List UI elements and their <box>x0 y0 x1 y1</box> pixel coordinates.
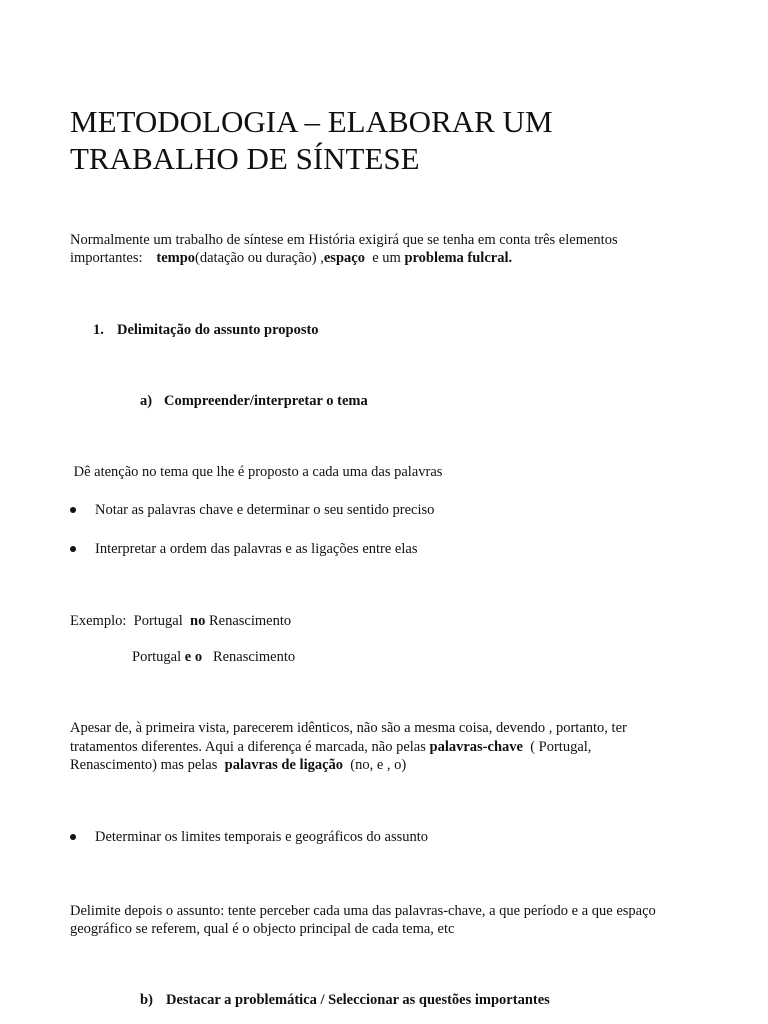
example-keyword-eo: e o <box>184 649 203 665</box>
delimit-text-2: geográfico se referem, qual é o objecto principal de cada tema, etc <box>70 921 455 937</box>
section-a-label: Compreender/interpretar o tema <box>164 393 368 409</box>
bullet-icon <box>70 834 76 840</box>
title-line-2: TRABALHO DE SÍNTESE <box>70 141 420 176</box>
page-title <box>70 103 710 177</box>
explanation-text-1: Apesar de, à primeira vista, parecerem idênticos, não são a mesma coisa, devendo , portanto, ter <box>70 720 627 736</box>
explanation-keyword-palavras-de-ligacao: palavras de ligação <box>224 757 344 773</box>
explanation-text-2c: ( Portugal, <box>522 739 592 755</box>
title-line-1: METODOLOGIA – ELABORAR UM <box>70 104 553 139</box>
delimit-line-1 <box>70 902 656 920</box>
bullet-icon <box>70 546 76 552</box>
intro-text-2a: importantes: <box>70 250 154 266</box>
bullet-icon <box>70 507 76 513</box>
explanation-text-3a: Renascimento) mas pelas <box>70 757 225 773</box>
intro-text-1: Normalmente um trabalho de síntese em História exigirá que se tenha em conta três elementos <box>70 232 618 248</box>
explanation-line-3 <box>70 756 406 774</box>
section-a-heading <box>140 392 368 410</box>
list-item <box>70 540 417 558</box>
explanation-line-2 <box>70 738 591 756</box>
example-keyword-no: no <box>190 613 206 629</box>
example-text-2a: Portugal <box>132 649 185 665</box>
list-item-text: Notar as palavras chave e determinar o seu sentido preciso <box>95 502 435 518</box>
section-a-letter: a) <box>140 393 153 409</box>
section-1-number: 1. <box>93 322 104 338</box>
example-line-2 <box>132 648 295 666</box>
list-item <box>70 501 434 519</box>
section-b-heading <box>140 991 550 1009</box>
intro-line-2 <box>70 249 512 267</box>
example-text-1a: Exemplo: Portugal <box>70 613 191 629</box>
intro-keyword-espaco: espaço <box>323 250 365 266</box>
section-1-heading <box>93 321 319 339</box>
intro-line-1 <box>70 231 618 249</box>
intro-keyword-problema: problema fulcral. <box>404 250 513 266</box>
example-text-1c: Renascimento <box>205 613 292 629</box>
section-1-label: Delimitação do assunto proposto <box>117 322 319 338</box>
intro-text-2b: (datação ou duração) , <box>195 250 324 266</box>
intro-text-2c: e um <box>364 250 405 266</box>
explanation-line-1 <box>70 719 627 737</box>
explanation-text-2a: tratamentos diferentes. Aqui a diferença é marcada, não pelas <box>70 739 430 755</box>
explanation-keyword-palavras-chave: palavras-chave <box>429 739 523 755</box>
list-item-text: Interpretar a ordem das palavras e as ligações entre elas <box>95 541 418 557</box>
delimit-text-1: Delimite depois o assunto: tente perceber cada uma das palavras-chave, a que período e a que espaço <box>70 903 656 919</box>
explanation-text-3c: (no, e , o) <box>343 757 407 773</box>
section-b-label: Destacar a problemática / Seleccionar as questões importantes <box>166 992 550 1008</box>
attention-text: Dê atenção no tema que lhe é proposto a cada uma das palavras <box>70 464 443 480</box>
example-line-1 <box>70 612 291 630</box>
intro-keyword-tempo: tempo <box>156 250 196 266</box>
section-b-letter: b) <box>140 992 153 1008</box>
list-item-text: Determinar os limites temporais e geográficos do assunto <box>95 829 429 845</box>
delimit-line-2 <box>70 920 454 938</box>
example-text-2c: Renascimento <box>202 649 296 665</box>
list-item <box>70 828 428 846</box>
